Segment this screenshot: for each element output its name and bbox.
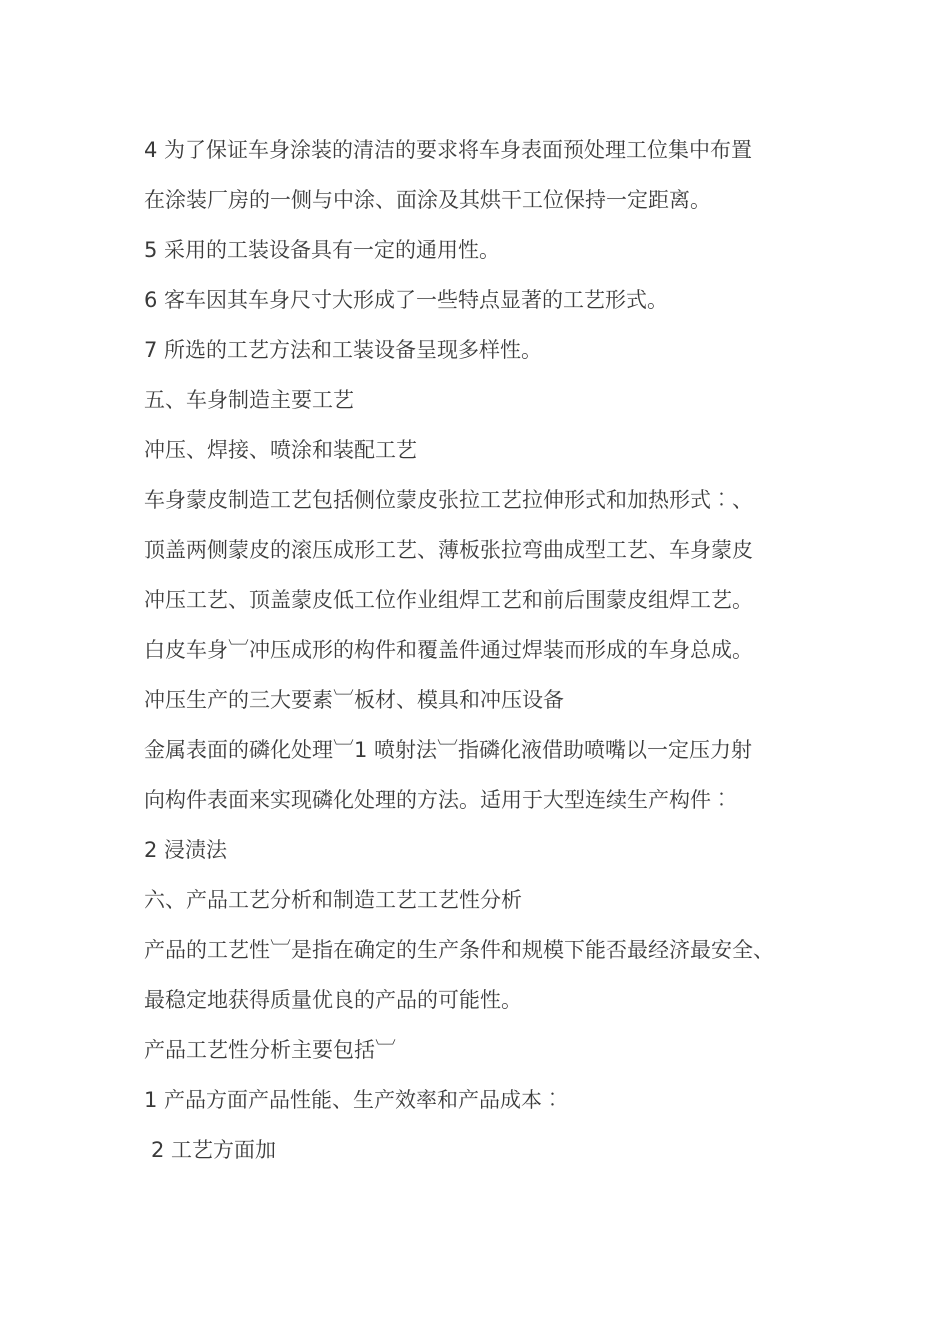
text-line: 向构件表面来实现磷化处理的方法。适用于大型连续生产构件︰ xyxy=(144,788,732,812)
text-line: 6 客车因其车身尺寸大形成了一些特点显著的工艺形式。 xyxy=(144,288,669,312)
text-line: 最稳定地获得质量优良的产品的可能性。 xyxy=(144,988,522,1012)
text-line: 在涂装厂房的一侧与中涂、面涂及其烘干工位保持一定距离。 xyxy=(144,188,711,212)
text-line: 产品的工艺性︺是指在确定的生产条件和规模下能否最经济最安全、 xyxy=(144,938,774,962)
text-line: 冲压工艺、顶盖蒙皮低工位作业组焊工艺和前后围蒙皮组焊工艺。 xyxy=(144,588,753,612)
document-body xyxy=(144,134,834,1184)
text-line: 2 工艺方面加 xyxy=(151,1138,277,1162)
text-line: 顶盖两侧蒙皮的滚压成形工艺、薄板张拉弯曲成型工艺、车身蒙皮 xyxy=(144,538,753,562)
text-line: 7 所选的工艺方法和工装设备呈现多样性。 xyxy=(144,338,543,362)
text-line: 白皮车身︺冲压成形的构件和覆盖件通过焊装而形成的车身总成。 xyxy=(144,638,753,662)
section-heading: 六、产品工艺分析和制造工艺工艺性分析 xyxy=(144,888,522,912)
text-line: 冲压、焊接、喷涂和装配工艺 xyxy=(144,438,417,462)
text-line: 4 为了保证车身涂装的清洁的要求将车身表面预处理工位集中布置 xyxy=(144,138,753,162)
text-line: 车身蒙皮制造工艺包括侧位蒙皮张拉工艺拉伸形式和加热形式︰、 xyxy=(144,488,753,512)
text-line: 产品工艺性分析主要包括︺ xyxy=(144,1038,396,1062)
text-line: 金属表面的磷化处理︺1 喷射法︺指磷化液借助喷嘴以一定压力射 xyxy=(144,738,753,762)
text-line: 1 产品方面产品性能、生产效率和产品成本︰ xyxy=(144,1088,564,1112)
text-line: 5 采用的工装设备具有一定的通用性。 xyxy=(144,238,501,262)
section-heading: 五、车身制造主要工艺 xyxy=(144,388,354,412)
text-line: 2 浸渍法 xyxy=(144,838,228,862)
text-line: 冲压生产的三大要素︺板材、模具和冲压设备 xyxy=(144,688,564,712)
